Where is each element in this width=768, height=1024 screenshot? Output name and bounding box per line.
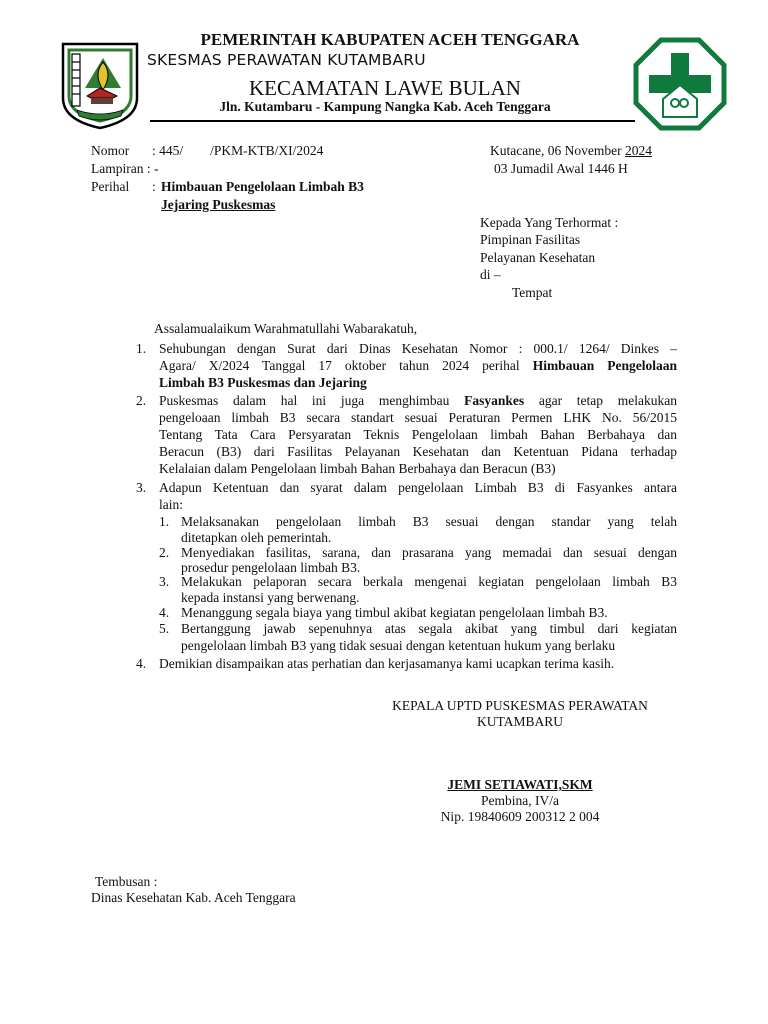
signatory-nip: Nip. 19840609 200312 2 004 [440, 809, 600, 824]
recipient-line-5: Tempat [512, 285, 553, 300]
recipient-line-2: Pimpinan Fasilitas [480, 232, 581, 247]
item-2-fasyankes: Fasyankes [464, 393, 525, 408]
item-1-line-2 [159, 357, 677, 374]
sub-item-2-number: 2. [159, 545, 170, 560]
signature-title-2: KUTAMBARU [477, 714, 563, 729]
sub-item-5-number: 5. [159, 621, 170, 636]
perihal-value: Himbauan Pengelolaan Limbah B3 [161, 179, 364, 194]
cc-label: Tembusan : [95, 874, 158, 889]
item-2-text-a: Puskesmas dalam hal ini juga menghimbau [159, 393, 465, 408]
item-2-line-1 [159, 392, 677, 409]
item-1-line-2-text: Agara/ X/2024 Tanggal 17 oktober tahun 2024 perihal [159, 358, 533, 373]
item-3-number: 3. [136, 480, 147, 495]
letter-date-text: Kutacane, 06 November [490, 143, 625, 158]
letterhead-rule [150, 120, 635, 122]
sub-item-1-line-1: Melaksanakan pengelolaan limbah B3 sesuai dengan standar yang telah [181, 514, 677, 529]
perihal-label: Perihal [91, 179, 130, 194]
regency-seal-logo [55, 40, 145, 130]
item-2-number: 2. [136, 393, 147, 408]
perihal-colon: : [152, 179, 156, 194]
sub-item-3-number: 3. [159, 574, 170, 589]
item-1-subject: Himbauan Pengelolaan [532, 358, 677, 373]
sub-item-5-line-2: pengelolaan limbah B3 yang tidak sesuai dengan ketentuan hukum yang berlaku [181, 638, 616, 653]
cc-item: Dinas Kesehatan Kab. Aceh Tenggara [91, 890, 296, 905]
sub-item-4-number: 4. [159, 605, 170, 620]
item-2-text-c: agar tetap melakukan [524, 393, 677, 408]
sub-item-1-number: 1. [159, 514, 170, 529]
sub-item-1-line-2: ditetapkan oleh pemerintah. [181, 530, 332, 545]
sub-item-3-line-2: kepada instansi yang berwenang. [181, 590, 360, 605]
letterhead-puskesmas: SKESMAS PERAWATAN KUTAMBARU [147, 51, 426, 69]
greeting: Assalamualaikum Warahmatullahi Wabarakatuh, [154, 321, 418, 336]
item-4-line-1: Demikian disampaikan atas perhatian dan kerjasamanya kami ucapkan terima kasih. [159, 656, 615, 671]
nomor-value: : 445/ /PKM-KTB/XI/2024 [152, 143, 324, 158]
sub-item-3-line-1: Melakukan pelaporan secara berkala mengenai kegiatan pengelolaan limbah B3 [181, 574, 677, 589]
item-3-line-1: Adapun Ketentuan dan syarat dalam pengelolaan Limbah B3 di Fasyankes antara [159, 480, 677, 495]
letter-date-year: 2024 [624, 143, 652, 158]
item-2-line-3: Tentang Tata Cara Persyaratan Teknis Pengelolaan limbah Bahan Berbahaya dan [159, 427, 677, 442]
lampiran-label: Lampiran : - [91, 161, 159, 176]
signatory-name: JEMI SETIAWATI,SKM [447, 777, 593, 792]
item-2-line-2: pengeloaan limbah B3 secara standart sesuai Peraturan Permen LHK No. 56/2015 [159, 410, 677, 425]
item-2-line-5: Kelalaian dalam Pengelolaan limbah Bahan Berbahaya dan Beracun (B3) [159, 461, 556, 476]
item-1-number: 1. [136, 341, 147, 356]
sub-item-2-line-2: prosedur pengelolaan limbah B3. [181, 560, 361, 575]
recipient-line-4: di – [480, 267, 501, 282]
recipient-line-3: Pelayanan Kesehatan [480, 250, 596, 265]
item-1-line-1: Sehubungan dengan Surat dari Dinas Kesehatan Nomor : 000.1/ 1264/ Dinkes – [159, 341, 677, 356]
sub-item-4-line-1: Menanggung segala biaya yang timbul akibat kegiatan pengelolaan limbah B3. [181, 605, 608, 620]
puskesmas-logo [633, 37, 727, 131]
item-3-line-2: lain: [159, 497, 183, 512]
letterhead-government: PEMERINTAH KABUPATEN ACEH TENGGARA [200, 30, 580, 49]
signatory-rank: Pembina, IV/a [481, 793, 559, 808]
item-2-line-4: Beracun (B3) dari Fasilitas Pelayanan Kesehatan dan Ketentuan Pidana terhadap [159, 444, 677, 459]
recipient-line-1: Kepada Yang Terhormat : [480, 215, 619, 230]
letterhead-district: KECAMATAN LAWE BULAN [249, 76, 521, 100]
sub-item-2-line-1: Menyediakan fasilitas, sarana, dan prasarana yang memadai dan sesuai dengan [181, 545, 677, 560]
item-1-line-3: Limbah B3 Puskesmas dan Jejaring [159, 375, 367, 390]
nomor-label: Nomor [91, 143, 130, 158]
sub-item-5-line-1: Bertanggung jawab sepenuhnya atas segala akibat yang timbul dari kegiatan [181, 621, 677, 636]
letterhead-address: Jln. Kutambaru - Kampung Nangka Kab. Aceh Tenggara [219, 99, 551, 114]
signature-title-1: KEPALA UPTD PUSKESMAS PERAWATAN [392, 698, 648, 713]
hijri-date: 03 Jumadil Awal 1446 H [494, 161, 628, 176]
perihal-value-line2: Jejaring Puskesmas [161, 197, 276, 212]
letter-date [490, 142, 652, 159]
item-4-number: 4. [136, 656, 147, 671]
